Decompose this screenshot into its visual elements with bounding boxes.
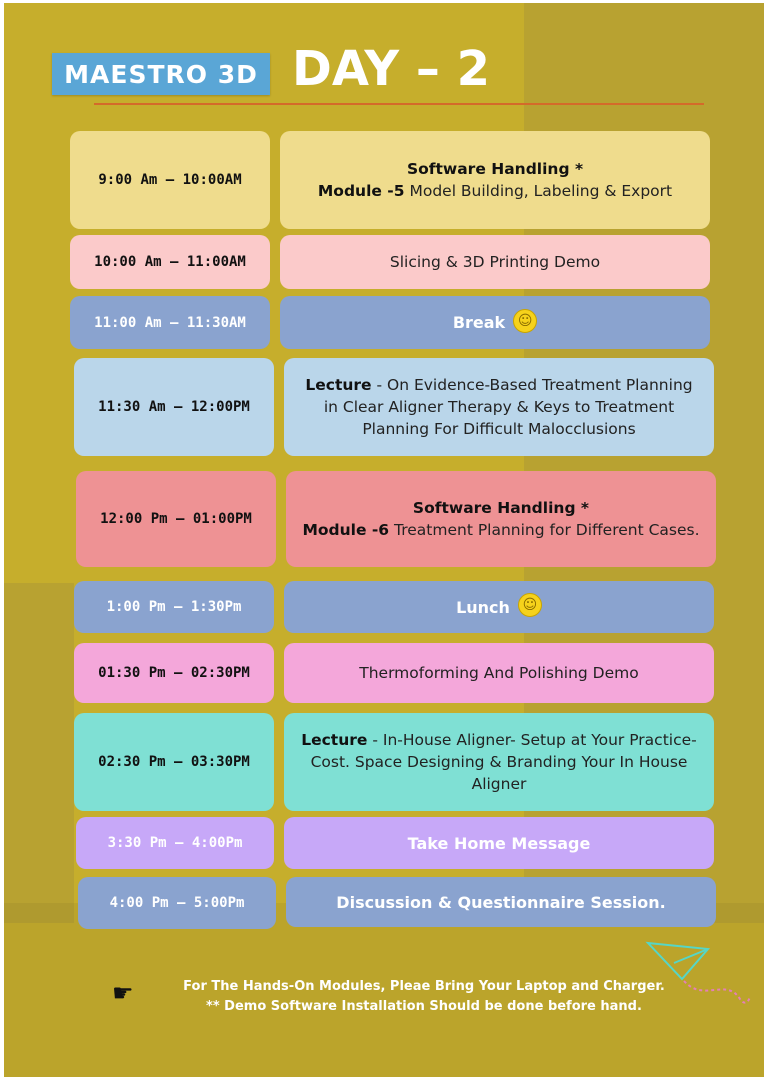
logo — [52, 53, 270, 95]
module-text: Treatment Planning for Different Cases. — [389, 521, 700, 539]
time-slot — [74, 358, 274, 456]
module-label: Module -5 — [317, 182, 405, 200]
background-building — [4, 583, 74, 923]
agenda-page — [4, 3, 764, 1077]
activity-box — [280, 131, 710, 229]
activity-text — [296, 729, 702, 795]
activity-box — [284, 358, 714, 456]
activity-text: Lunch — [456, 597, 510, 617]
module-text: Model Building, Labeling & Export — [404, 182, 673, 200]
paper-plane-icon — [644, 933, 754, 1013]
time-label: 01:30 Pm – 02:30PM — [98, 665, 250, 681]
activity-box — [286, 877, 716, 927]
time-slot — [78, 877, 276, 929]
activity-text: Discussion & Questionnaire Session. — [336, 892, 666, 912]
time-slot — [74, 643, 274, 703]
activity-lead: Lecture — [301, 731, 368, 749]
time-label: 4:00 Pm – 5:00Pm — [109, 895, 245, 911]
activity-box — [284, 713, 714, 811]
activity-text: Thermoforming And Polishing Demo — [359, 664, 639, 682]
activity-text: Take Home Message — [407, 833, 591, 853]
pointing-hand-icon: ☛ — [112, 979, 134, 1007]
time-slot — [70, 131, 270, 229]
time-slot — [74, 713, 274, 811]
activity-description: - In-House Aligner- Setup at Your Practice-Cost. Space Designing & Branding Your In House Aligner — [310, 731, 697, 793]
activity-box — [280, 235, 710, 289]
day-title: DAY – 2 — [292, 41, 490, 97]
smiley-icon: ☺ — [513, 309, 537, 333]
activity-box — [284, 643, 714, 703]
activity-title: Software Handling * — [412, 499, 590, 517]
activity-box — [284, 581, 714, 633]
module-label: Module -6 — [302, 521, 390, 539]
activity-text — [296, 374, 702, 440]
time-label: 02:30 Pm – 03:30PM — [98, 754, 250, 770]
time-slot — [70, 296, 270, 349]
activity-box — [280, 296, 710, 349]
logo-text: MAESTRO 3D — [64, 59, 258, 89]
activity-description: - On Evidence-Based Treatment Planning in Clear Aligner Therapy & Keys to Treatment Planning For Difficult Malocclusions — [323, 376, 693, 438]
time-label: 3:30 Pm – 4:00Pm — [107, 835, 243, 851]
activity-text: Slicing & 3D Printing Demo — [389, 253, 601, 271]
time-label: 11:30 Am – 12:00PM — [98, 399, 250, 415]
time-label: 9:00 Am – 10:00AM — [98, 172, 242, 188]
time-slot — [76, 817, 274, 869]
footer-note — [154, 977, 694, 1017]
time-slot — [70, 235, 270, 289]
activity-lead: Lecture — [305, 376, 372, 394]
footer-line-1: For The Hands-On Modules, Pleae Bring Your Laptop and Charger. — [183, 979, 665, 994]
activity-box — [286, 471, 716, 567]
activity-title: Software Handling * — [406, 160, 584, 178]
time-slot — [74, 581, 274, 633]
time-label: 12:00 Pm – 01:00PM — [100, 511, 252, 527]
time-slot — [76, 471, 276, 567]
time-label: 10:00 Am – 11:00AM — [94, 254, 246, 270]
time-label: 1:00 Pm – 1:30Pm — [106, 599, 242, 615]
footer-line-2: ** Demo Software Installation Should be done before hand. — [206, 999, 642, 1014]
activity-box — [284, 817, 714, 869]
activity-text — [318, 158, 672, 202]
activity-text — [302, 497, 699, 541]
smiley-icon: ☺ — [518, 593, 542, 617]
header-divider — [94, 103, 704, 105]
time-label: 11:00 Am – 11:30AM — [94, 314, 246, 331]
activity-text: Break — [452, 313, 506, 332]
